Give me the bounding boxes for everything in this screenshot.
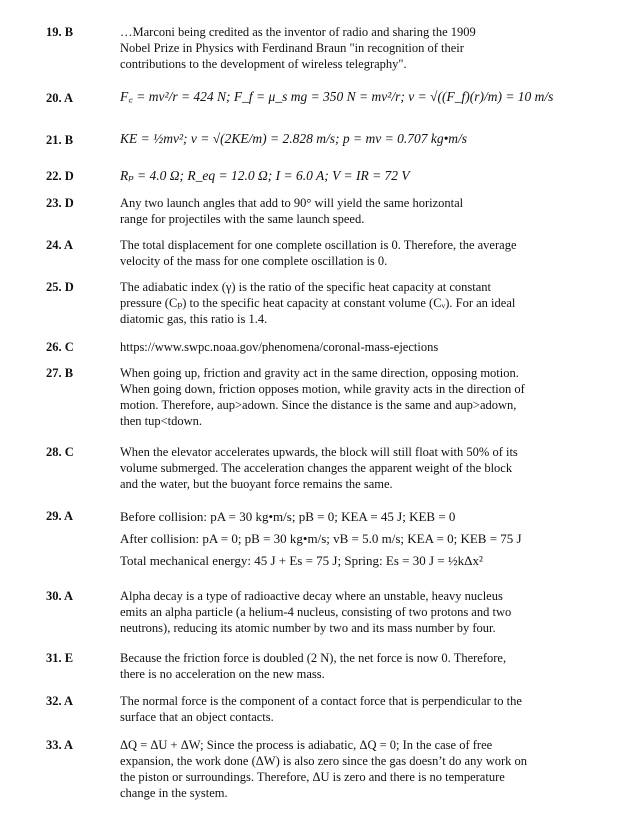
answer-number: 24. A — [46, 238, 74, 252]
before-collision-line: Before collision: pA = 30 kg•m/s; pB = 0; KEA = 45 J; KEB = 0 — [120, 509, 456, 524]
line: velocity of the mass for one complete oscillation is 0. — [120, 254, 388, 268]
answer-number: 32. A — [46, 694, 74, 708]
line: When going up, friction and gravity act in the same direction, opposing motion. — [120, 366, 519, 380]
answer-equation: Rₚ = 4.0 Ω; R_eq = 12.0 Ω; I = 6.0 A; V = IR = 72 V — [120, 168, 410, 183]
answer-number: 29. A — [46, 509, 74, 523]
url-line: https://www.swpc.noaa.gov/phenomena/coronal-mass-ejections — [120, 340, 439, 354]
line: Because the friction force is doubled (2 N), the net force is now 0. Therefore, — [120, 651, 507, 665]
line: the piston or surroundings. Therefore, ΔU is zero and there is no temperature — [120, 770, 505, 784]
answer-number: 26. C — [46, 340, 74, 354]
answer-equation: F꜀ = mv²/r = 424 N; F_f = μ_s mg = 350 N = mv²/r; v = √((F_f)(r)/m) = 10 m/s — [120, 89, 554, 104]
line: diatomic gas, this ratio is 1.4. — [120, 312, 268, 326]
line: Nobel Prize in Physics with Ferdinand Braun "in recognition of their — [120, 41, 464, 55]
line: change in the system. — [120, 786, 228, 800]
line: motion. Therefore, aup>adown. Since the distance is the same and aup>adown, — [120, 398, 517, 412]
line: and the water, but the buoyant force remains the same. — [120, 477, 393, 491]
answer-number: 27. B — [46, 366, 74, 380]
answer-number: 19. B — [46, 25, 74, 39]
line: there is no acceleration on the new mass. — [120, 667, 325, 681]
answer-number: 25. D — [46, 280, 74, 294]
line: then tup<tdown. — [120, 414, 203, 428]
answer-text — [120, 693, 598, 725]
answer-number: 22. D — [46, 169, 74, 183]
answer-text — [120, 339, 598, 355]
answer-equation: KE = ½mv²; v = √(2KE/m) = 2.828 m/s; p = mv = 0.707 kg•m/s — [120, 131, 468, 146]
line: pressure (Cₚ) to the specific heat capacity at constant volume (Cᵥ). For an ideal — [120, 296, 516, 310]
answer-number: 31. E — [46, 651, 74, 665]
line: Alpha decay is a type of radioactive decay where an unstable, heavy nucleus — [120, 589, 503, 603]
answer-text — [120, 588, 598, 636]
line: When going down, friction opposes motion, while gravity acts in the direction of — [120, 382, 525, 396]
after-collision-line: After collision: pA = 0; pB = 30 kg•m/s; vB = 5.0 m/s; KEA = 0; KEB = 75 J — [120, 531, 522, 546]
line: range for projectiles with the same launch speed. — [120, 212, 365, 226]
line: neutrons), reducing its atomic number by two and its mass number by four. — [120, 621, 496, 635]
line: Any two launch angles that add to 90° will yield the same horizontal — [120, 196, 464, 210]
answer-text — [120, 237, 598, 269]
answer-text — [120, 506, 598, 572]
answer-text — [120, 195, 598, 227]
line: contributions to the development of wireless telegraphy". — [120, 57, 407, 71]
answer-text — [120, 650, 598, 682]
answer-number: 28. C — [46, 445, 74, 459]
answer-text — [120, 737, 598, 801]
answer-number: 21. B — [46, 133, 74, 147]
energy-line: Total mechanical energy: 45 J + Es = 75 J; Spring: Es = 30 J = ½kΔx² — [120, 553, 483, 568]
line: The adiabatic index (γ) is the ratio of the specific heat capacity at constant — [120, 280, 491, 294]
line: surface that an object contacts. — [120, 710, 274, 724]
answer-text — [120, 444, 598, 492]
answer-number: 23. D — [46, 196, 74, 210]
line: The normal force is the component of a contact force that is perpendicular to the — [120, 694, 522, 708]
line: expansion, the work done (ΔW) is also zero since the gas doesn’t do any work on — [120, 754, 528, 768]
answer-number: 30. A — [46, 589, 74, 603]
line: emits an alpha particle (a helium-4 nucleus, consisting of two protons and two — [120, 605, 512, 619]
answer-text — [120, 24, 598, 72]
answer-number: 33. A — [46, 738, 74, 752]
line: …Marconi being credited as the inventor of radio and sharing the 1909 — [120, 25, 476, 39]
line: The total displacement for one complete oscillation is 0. Therefore, the average — [120, 238, 517, 252]
line: volume submerged. The acceleration changes the apparent weight of the block — [120, 461, 513, 475]
line: ΔQ = ΔU + ΔW; Since the process is adiabatic, ΔQ = 0; In the case of free — [120, 738, 493, 752]
answer-text — [120, 365, 598, 429]
answer-number: 20. A — [46, 91, 74, 105]
line: When the elevator accelerates upwards, the block will still float with 50% of its — [120, 445, 518, 459]
answer-text — [120, 279, 598, 327]
